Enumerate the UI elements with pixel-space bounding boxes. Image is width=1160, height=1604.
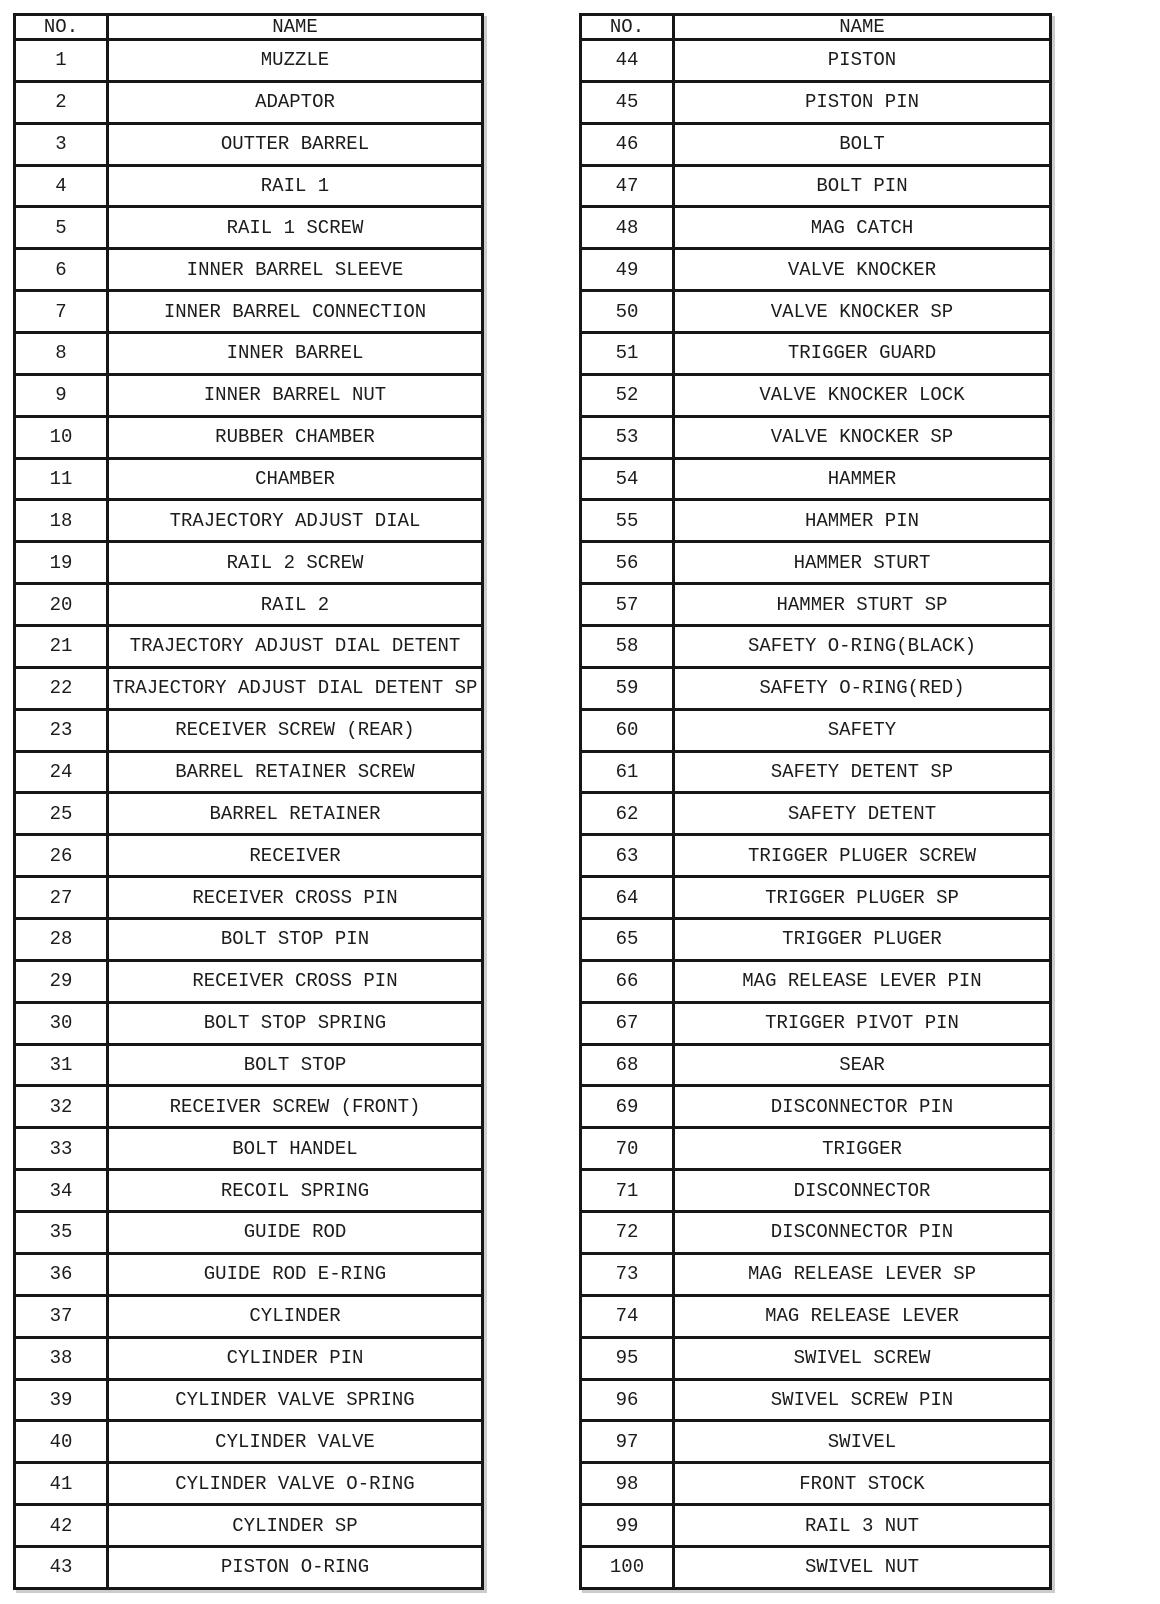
table-row bbox=[15, 1002, 483, 1044]
row-no-cell: 66 bbox=[581, 960, 674, 1002]
row-name-cell: RUBBER CHAMBER bbox=[108, 416, 483, 458]
row-no-cell: 74 bbox=[581, 1295, 674, 1337]
table-row bbox=[581, 960, 1051, 1002]
row-name-cell: HAMMER STURT SP bbox=[674, 584, 1051, 626]
row-name-cell: SAFETY O-RING(RED) bbox=[674, 667, 1051, 709]
row-name-cell: BOLT STOP SPRING bbox=[108, 1002, 483, 1044]
row-name-cell: HAMMER PIN bbox=[674, 500, 1051, 542]
table-row bbox=[581, 1212, 1051, 1254]
row-no-cell: 100 bbox=[581, 1546, 674, 1588]
row-name-cell: CYLINDER VALVE O-RING bbox=[108, 1463, 483, 1505]
parts-table-right-body bbox=[581, 40, 1051, 1589]
row-no-cell: 56 bbox=[581, 542, 674, 584]
table-row bbox=[15, 1086, 483, 1128]
row-name-cell: SAFETY bbox=[674, 709, 1051, 751]
row-name-cell: TRIGGER PIVOT PIN bbox=[674, 1002, 1051, 1044]
table-row bbox=[581, 500, 1051, 542]
header-row bbox=[581, 15, 1051, 40]
table-row bbox=[581, 751, 1051, 793]
table-row bbox=[581, 709, 1051, 751]
row-name-cell: BARREL RETAINER bbox=[108, 793, 483, 835]
row-no-cell: 72 bbox=[581, 1212, 674, 1254]
row-name-cell: PISTON PIN bbox=[674, 81, 1051, 123]
table-row bbox=[581, 542, 1051, 584]
row-name-cell: TRIGGER bbox=[674, 1128, 1051, 1170]
row-no-cell: 71 bbox=[581, 1170, 674, 1212]
table-row bbox=[581, 835, 1051, 877]
table-row bbox=[581, 1463, 1051, 1505]
row-no-cell: 26 bbox=[15, 835, 108, 877]
row-no-cell: 65 bbox=[581, 919, 674, 961]
table-row bbox=[581, 1295, 1051, 1337]
table-row bbox=[581, 1505, 1051, 1547]
table-row bbox=[581, 249, 1051, 291]
row-name-cell: CHAMBER bbox=[108, 458, 483, 500]
row-name-cell: BOLT bbox=[674, 123, 1051, 165]
table-row bbox=[581, 667, 1051, 709]
row-no-cell: 28 bbox=[15, 919, 108, 961]
row-no-cell: 46 bbox=[581, 123, 674, 165]
row-no-cell: 67 bbox=[581, 1002, 674, 1044]
row-no-cell: 19 bbox=[15, 542, 108, 584]
table-row bbox=[15, 960, 483, 1002]
table-row bbox=[15, 542, 483, 584]
row-no-cell: 7 bbox=[15, 291, 108, 333]
table-row bbox=[15, 793, 483, 835]
row-no-cell: 47 bbox=[581, 165, 674, 207]
row-name-cell: MAG RELEASE LEVER SP bbox=[674, 1253, 1051, 1295]
table-row bbox=[581, 584, 1051, 626]
row-no-cell: 62 bbox=[581, 793, 674, 835]
table-row bbox=[15, 1212, 483, 1254]
row-name-cell: VALVE KNOCKER SP bbox=[674, 416, 1051, 458]
row-no-cell: 96 bbox=[581, 1379, 674, 1421]
table-row bbox=[15, 81, 483, 123]
table-row bbox=[581, 40, 1051, 82]
row-no-cell: 60 bbox=[581, 709, 674, 751]
table-row bbox=[15, 877, 483, 919]
table-row bbox=[15, 1253, 483, 1295]
row-no-cell: 98 bbox=[581, 1463, 674, 1505]
parts-table-right bbox=[579, 13, 1052, 1590]
row-name-cell: PISTON O-RING bbox=[108, 1546, 483, 1588]
parts-table-left-body bbox=[15, 40, 483, 1589]
row-name-cell: TRAJECTORY ADJUST DIAL DETENT bbox=[108, 626, 483, 668]
row-name-cell: RECEIVER CROSS PIN bbox=[108, 877, 483, 919]
row-no-cell: 97 bbox=[581, 1421, 674, 1463]
row-name-cell: BARREL RETAINER SCREW bbox=[108, 751, 483, 793]
row-name-cell: INNER BARREL SLEEVE bbox=[108, 249, 483, 291]
table-row bbox=[15, 1463, 483, 1505]
header-no: NO. bbox=[581, 15, 674, 40]
row-name-cell: GUIDE ROD E-RING bbox=[108, 1253, 483, 1295]
row-no-cell: 99 bbox=[581, 1505, 674, 1547]
row-name-cell: SWIVEL bbox=[674, 1421, 1051, 1463]
row-no-cell: 24 bbox=[15, 751, 108, 793]
row-name-cell: CYLINDER SP bbox=[108, 1505, 483, 1547]
row-name-cell: RECEIVER SCREW (REAR) bbox=[108, 709, 483, 751]
table-row bbox=[581, 123, 1051, 165]
table-row bbox=[581, 416, 1051, 458]
row-name-cell: PISTON bbox=[674, 40, 1051, 82]
row-no-cell: 2 bbox=[15, 81, 108, 123]
table-row bbox=[15, 40, 483, 82]
table-row bbox=[15, 667, 483, 709]
header-name: NAME bbox=[674, 15, 1051, 40]
row-name-cell: RAIL 2 bbox=[108, 584, 483, 626]
row-name-cell: TRAJECTORY ADJUST DIAL bbox=[108, 500, 483, 542]
row-name-cell: INNER BARREL CONNECTION bbox=[108, 291, 483, 333]
row-name-cell: RECEIVER SCREW (FRONT) bbox=[108, 1086, 483, 1128]
table-row bbox=[15, 1170, 483, 1212]
table-row bbox=[15, 835, 483, 877]
row-name-cell: MAG RELEASE LEVER PIN bbox=[674, 960, 1051, 1002]
row-no-cell: 33 bbox=[15, 1128, 108, 1170]
row-no-cell: 57 bbox=[581, 584, 674, 626]
row-name-cell: OUTTER BARREL bbox=[108, 123, 483, 165]
table-row bbox=[15, 1505, 483, 1547]
row-no-cell: 22 bbox=[15, 667, 108, 709]
row-no-cell: 95 bbox=[581, 1337, 674, 1379]
row-no-cell: 37 bbox=[15, 1295, 108, 1337]
row-name-cell: RECEIVER CROSS PIN bbox=[108, 960, 483, 1002]
row-name-cell: MAG RELEASE LEVER bbox=[674, 1295, 1051, 1337]
table-row bbox=[581, 165, 1051, 207]
table-row bbox=[15, 1337, 483, 1379]
row-name-cell: VALVE KNOCKER LOCK bbox=[674, 374, 1051, 416]
row-no-cell: 4 bbox=[15, 165, 108, 207]
table-row bbox=[581, 1170, 1051, 1212]
row-no-cell: 39 bbox=[15, 1379, 108, 1421]
row-name-cell: HAMMER bbox=[674, 458, 1051, 500]
row-name-cell: VALVE KNOCKER bbox=[674, 249, 1051, 291]
row-name-cell: BOLT STOP bbox=[108, 1044, 483, 1086]
row-no-cell: 55 bbox=[581, 500, 674, 542]
parts-table-left bbox=[13, 13, 484, 1590]
row-name-cell: RAIL 1 bbox=[108, 165, 483, 207]
table-row bbox=[15, 1379, 483, 1421]
row-no-cell: 59 bbox=[581, 667, 674, 709]
row-no-cell: 6 bbox=[15, 249, 108, 291]
table-row bbox=[15, 374, 483, 416]
table-row bbox=[581, 333, 1051, 375]
row-no-cell: 30 bbox=[15, 1002, 108, 1044]
row-no-cell: 38 bbox=[15, 1337, 108, 1379]
row-no-cell: 18 bbox=[15, 500, 108, 542]
table-row bbox=[581, 1253, 1051, 1295]
row-name-cell: MAG CATCH bbox=[674, 207, 1051, 249]
table-row bbox=[15, 1421, 483, 1463]
row-name-cell: RECEIVER bbox=[108, 835, 483, 877]
row-name-cell: SAFETY O-RING(BLACK) bbox=[674, 626, 1051, 668]
table-row bbox=[15, 291, 483, 333]
row-name-cell: CYLINDER PIN bbox=[108, 1337, 483, 1379]
header-name: NAME bbox=[108, 15, 483, 40]
table-row bbox=[15, 207, 483, 249]
row-no-cell: 50 bbox=[581, 291, 674, 333]
row-no-cell: 45 bbox=[581, 81, 674, 123]
row-no-cell: 52 bbox=[581, 374, 674, 416]
table-row bbox=[15, 919, 483, 961]
row-no-cell: 42 bbox=[15, 1505, 108, 1547]
row-name-cell: CYLINDER VALVE SPRING bbox=[108, 1379, 483, 1421]
row-name-cell: SAFETY DETENT bbox=[674, 793, 1051, 835]
row-name-cell: RAIL 1 SCREW bbox=[108, 207, 483, 249]
row-name-cell: DISCONNECTOR PIN bbox=[674, 1212, 1051, 1254]
row-no-cell: 48 bbox=[581, 207, 674, 249]
table-row bbox=[15, 416, 483, 458]
table-row bbox=[581, 793, 1051, 835]
row-name-cell: TRAJECTORY ADJUST DIAL DETENT SP bbox=[108, 667, 483, 709]
table-row bbox=[15, 123, 483, 165]
table-row bbox=[581, 919, 1051, 961]
parts-table-right-header bbox=[581, 15, 1051, 40]
table-row bbox=[15, 626, 483, 668]
table-row bbox=[15, 1295, 483, 1337]
row-no-cell: 70 bbox=[581, 1128, 674, 1170]
row-no-cell: 9 bbox=[15, 374, 108, 416]
row-name-cell: GUIDE ROD bbox=[108, 1212, 483, 1254]
table-row bbox=[15, 165, 483, 207]
table-row bbox=[15, 1546, 483, 1588]
row-no-cell: 44 bbox=[581, 40, 674, 82]
table-row bbox=[581, 1546, 1051, 1588]
row-name-cell: MUZZLE bbox=[108, 40, 483, 82]
row-no-cell: 73 bbox=[581, 1253, 674, 1295]
row-name-cell: RAIL 2 SCREW bbox=[108, 542, 483, 584]
row-no-cell: 11 bbox=[15, 458, 108, 500]
table-row bbox=[15, 500, 483, 542]
row-name-cell: VALVE KNOCKER SP bbox=[674, 291, 1051, 333]
row-name-cell: RAIL 3 NUT bbox=[674, 1505, 1051, 1547]
table-row bbox=[581, 1337, 1051, 1379]
row-no-cell: 3 bbox=[15, 123, 108, 165]
table-row bbox=[15, 458, 483, 500]
row-name-cell: RECOIL SPRING bbox=[108, 1170, 483, 1212]
table-row bbox=[581, 877, 1051, 919]
table-row bbox=[15, 333, 483, 375]
row-no-cell: 36 bbox=[15, 1253, 108, 1295]
row-no-cell: 27 bbox=[15, 877, 108, 919]
row-no-cell: 34 bbox=[15, 1170, 108, 1212]
table-row bbox=[581, 1002, 1051, 1044]
header-no: NO. bbox=[15, 15, 108, 40]
table-row bbox=[581, 458, 1051, 500]
row-name-cell: ADAPTOR bbox=[108, 81, 483, 123]
row-name-cell: SEAR bbox=[674, 1044, 1051, 1086]
table-row bbox=[581, 207, 1051, 249]
row-name-cell: BOLT STOP PIN bbox=[108, 919, 483, 961]
table-row bbox=[581, 1044, 1051, 1086]
row-name-cell: TRIGGER PLUGER SP bbox=[674, 877, 1051, 919]
row-no-cell: 53 bbox=[581, 416, 674, 458]
row-no-cell: 63 bbox=[581, 835, 674, 877]
row-no-cell: 5 bbox=[15, 207, 108, 249]
table-row bbox=[15, 1128, 483, 1170]
row-no-cell: 23 bbox=[15, 709, 108, 751]
row-no-cell: 68 bbox=[581, 1044, 674, 1086]
row-name-cell: INNER BARREL NUT bbox=[108, 374, 483, 416]
row-no-cell: 8 bbox=[15, 333, 108, 375]
row-no-cell: 58 bbox=[581, 626, 674, 668]
row-no-cell: 29 bbox=[15, 960, 108, 1002]
row-name-cell: CYLINDER VALVE bbox=[108, 1421, 483, 1463]
table-row bbox=[581, 1128, 1051, 1170]
row-no-cell: 49 bbox=[581, 249, 674, 291]
row-name-cell: TRIGGER GUARD bbox=[674, 333, 1051, 375]
row-name-cell: TRIGGER PLUGER SCREW bbox=[674, 835, 1051, 877]
row-no-cell: 69 bbox=[581, 1086, 674, 1128]
table-row bbox=[581, 1421, 1051, 1463]
row-no-cell: 21 bbox=[15, 626, 108, 668]
table-row bbox=[581, 1379, 1051, 1421]
row-name-cell: SWIVEL SCREW bbox=[674, 1337, 1051, 1379]
row-no-cell: 51 bbox=[581, 333, 674, 375]
table-row bbox=[15, 709, 483, 751]
row-no-cell: 20 bbox=[15, 584, 108, 626]
row-no-cell: 32 bbox=[15, 1086, 108, 1128]
row-name-cell: INNER BARREL bbox=[108, 333, 483, 375]
table-row bbox=[581, 291, 1051, 333]
row-name-cell: DISCONNECTOR bbox=[674, 1170, 1051, 1212]
table-row bbox=[581, 626, 1051, 668]
parts-table-left-header bbox=[15, 15, 483, 40]
row-name-cell: SWIVEL SCREW PIN bbox=[674, 1379, 1051, 1421]
header-row bbox=[15, 15, 483, 40]
table-row bbox=[581, 374, 1051, 416]
row-name-cell: TRIGGER PLUGER bbox=[674, 919, 1051, 961]
table-row bbox=[15, 751, 483, 793]
row-no-cell: 61 bbox=[581, 751, 674, 793]
row-no-cell: 31 bbox=[15, 1044, 108, 1086]
table-row bbox=[581, 1086, 1051, 1128]
row-no-cell: 41 bbox=[15, 1463, 108, 1505]
table-row bbox=[15, 584, 483, 626]
row-name-cell: BOLT HANDEL bbox=[108, 1128, 483, 1170]
row-no-cell: 25 bbox=[15, 793, 108, 835]
row-name-cell: FRONT STOCK bbox=[674, 1463, 1051, 1505]
row-name-cell: SAFETY DETENT SP bbox=[674, 751, 1051, 793]
row-name-cell: CYLINDER bbox=[108, 1295, 483, 1337]
row-no-cell: 10 bbox=[15, 416, 108, 458]
row-name-cell: HAMMER STURT bbox=[674, 542, 1051, 584]
row-no-cell: 64 bbox=[581, 877, 674, 919]
table-row bbox=[581, 81, 1051, 123]
row-name-cell: SWIVEL NUT bbox=[674, 1546, 1051, 1588]
row-no-cell: 1 bbox=[15, 40, 108, 82]
table-row bbox=[15, 1044, 483, 1086]
row-name-cell: DISCONNECTOR PIN bbox=[674, 1086, 1051, 1128]
row-no-cell: 43 bbox=[15, 1546, 108, 1588]
row-no-cell: 35 bbox=[15, 1212, 108, 1254]
table-row bbox=[15, 249, 483, 291]
row-no-cell: 40 bbox=[15, 1421, 108, 1463]
row-no-cell: 54 bbox=[581, 458, 674, 500]
row-name-cell: BOLT PIN bbox=[674, 165, 1051, 207]
